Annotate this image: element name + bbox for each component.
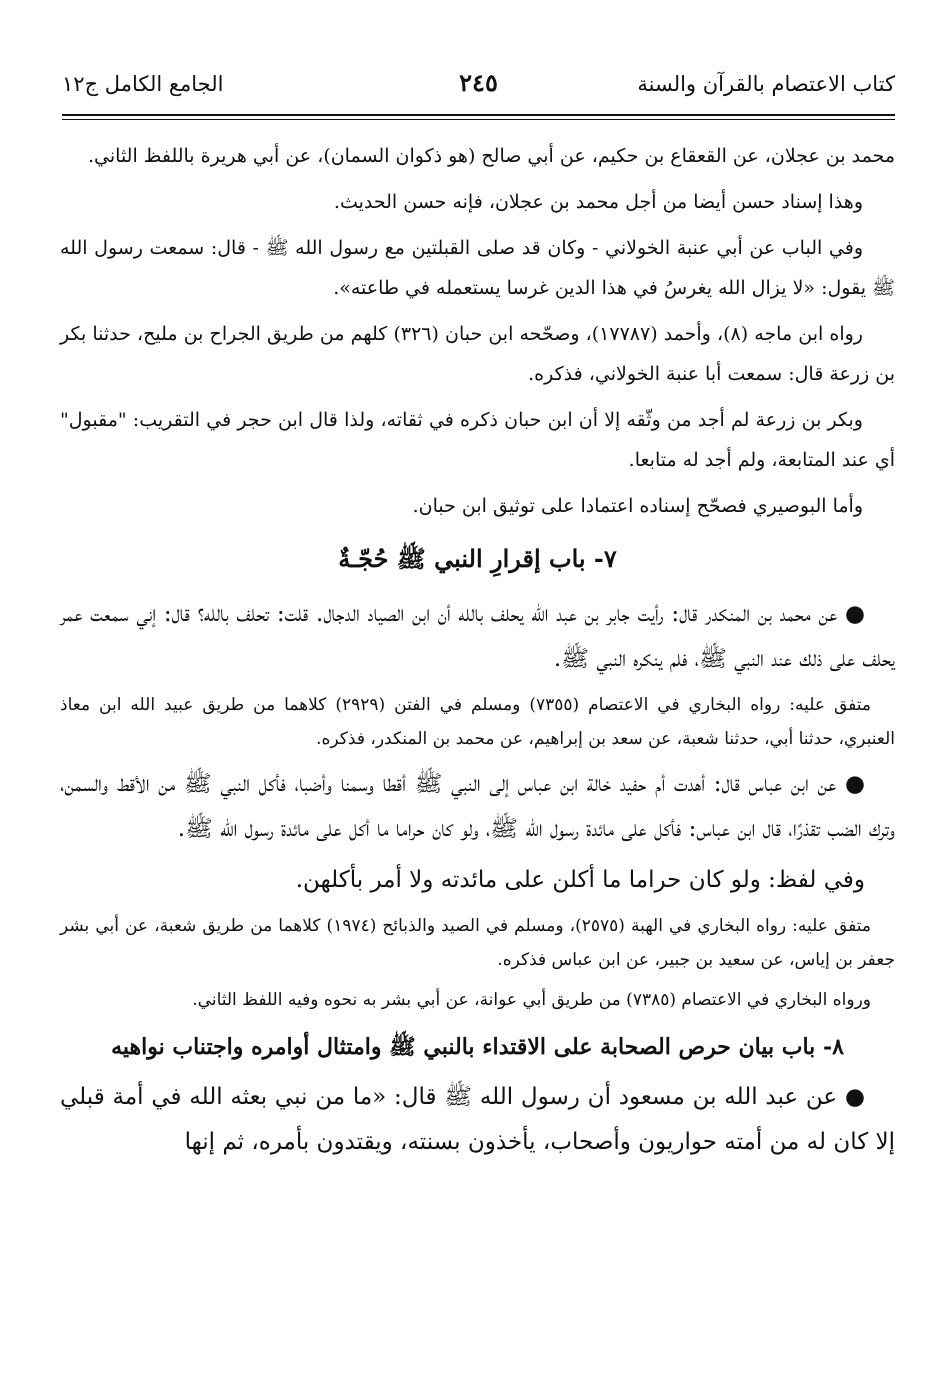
series-title: الجامع الكامل ج١٢ <box>62 72 224 96</box>
chapter-heading: ٨- باب بيان حرص الصحابة على الاقتداء بالنبي ﷺ وامتثال أوامره واجتناب نواهيه <box>111 1034 844 1060</box>
chapter-heading: ٧- باب إقرارِ النبي ﷺ حُجّـةٌ <box>338 544 617 573</box>
page-number: ٢٤٥ <box>459 68 498 97</box>
paragraph: محمد بن عجلان، عن القعقاع بن حكيم، عن أبي صالح (هو ذكوان السمان)، عن أبي هريرة باللفظ الثاني. <box>88 145 895 167</box>
hadith-text: ● عن عبد الله بن مسعود أن رسول الله ﷺ قال: «ما من نبي بعثه الله في أمة قبلي إلا كان له من أمته حواريون وأصحاب، يأخذون بسنته، ويقتدون بأمره، ثم إنها <box>60 1084 895 1155</box>
page-header <box>62 66 895 106</box>
hadith-text: ● عن ابن عباس قال: أهدت أم حفيد خالة ابن عباس إلى النبي ﷺ أقطا وسمنا وأضبا، فأكل النبي ﷺ من الأقط والسمن، وترك الضب تقذرًا، قال ابن عباس: فأكل على مائدة رسول الله ﷺ، ولو كان حراما ما أكل على مائدة رسول الله ﷺ. <box>60 771 895 842</box>
hadith-variant: وفي لفظ: ولو كان حراما ما أكلن على مائدته ولا أمر بأكلهن. <box>295 867 865 893</box>
hadith-source: متفق عليه: رواه البخاري في الاعتصام (٧٣٥٥) ومسلم في الفتن (٢٩٢٩) كلاهما من طريق عبيد الله ابن معاذ العنبري، حدثنا أبي، حدثنا شعبة، عن سعد بن إبراهيم، عن محمد بن المنكدر، فذكره. <box>60 695 895 749</box>
hadith-source: متفق عليه: رواه البخاري في الهبة (٢٥٧٥)، ومسلم في الصيد والذبائح (١٩٧٤) كلاهما من طريق شعبة، عن أبي بشر جعفر بن إياس، عن سعيد بن جبير، عن ابن عباس فذكره. <box>60 916 895 970</box>
paragraph: وبكر بن زرعة لم أجد من وثّقه إلا أن ابن حبان ذكره في ثقاته، ولذا قال ابن حجر في التقريب: "مقبول" أي عند المتابعة، ولم أجد له متابعا. <box>60 409 895 471</box>
hadith-text: ● عن محمد بن المنكدر قال: رأيت جابر بن عبد الله يحلف بالله أن ابن الصياد الدجال. قلت: تحلف بالله؟ قال: إني سمعت عمر يحلف على ذلك عند النبي ﷺ، فلم ينكره النبي ﷺ. <box>60 601 895 672</box>
header-rule-thin <box>62 119 895 120</box>
page-body <box>60 136 895 1171</box>
paragraph: وأما البوصيري فصحّح إسناده اعتمادا على توثيق ابن حبان. <box>412 495 863 517</box>
header-rule-thick <box>62 114 895 116</box>
paragraph: رواه ابن ماجه (٨)، وأحمد (١٧٧٨٧)، وصحّحه ابن حبان (٣٢٦) كلهم من طريق الجراح بن مليح، حدثنا بكر بن زرعة قال: سمعت أبا عنبة الخولاني، فذكره. <box>60 323 895 385</box>
hadith-source: ورواه البخاري في الاعتصام (٧٣٨٥) من طريق أبي عوانة، عن أبي بشر به نحوه وفيه اللفظ الثاني. <box>192 990 871 1010</box>
book-title: كتاب الاعتصام بالقرآن والسنة <box>637 72 895 96</box>
paragraph: وفي الباب عن أبي عنبة الخولاني - وكان قد صلى القبلتين مع رسول الله ﷺ - قال: سمعت رسول الله ﷺ يقول: «لا يزال الله يغرسُ في هذا الدين غرسا يستعمله في طاعته». <box>60 237 895 299</box>
paragraph: وهذا إسناد حسن أيضا من أجل محمد بن عجلان، فإنه حسن الحديث. <box>333 191 863 213</box>
